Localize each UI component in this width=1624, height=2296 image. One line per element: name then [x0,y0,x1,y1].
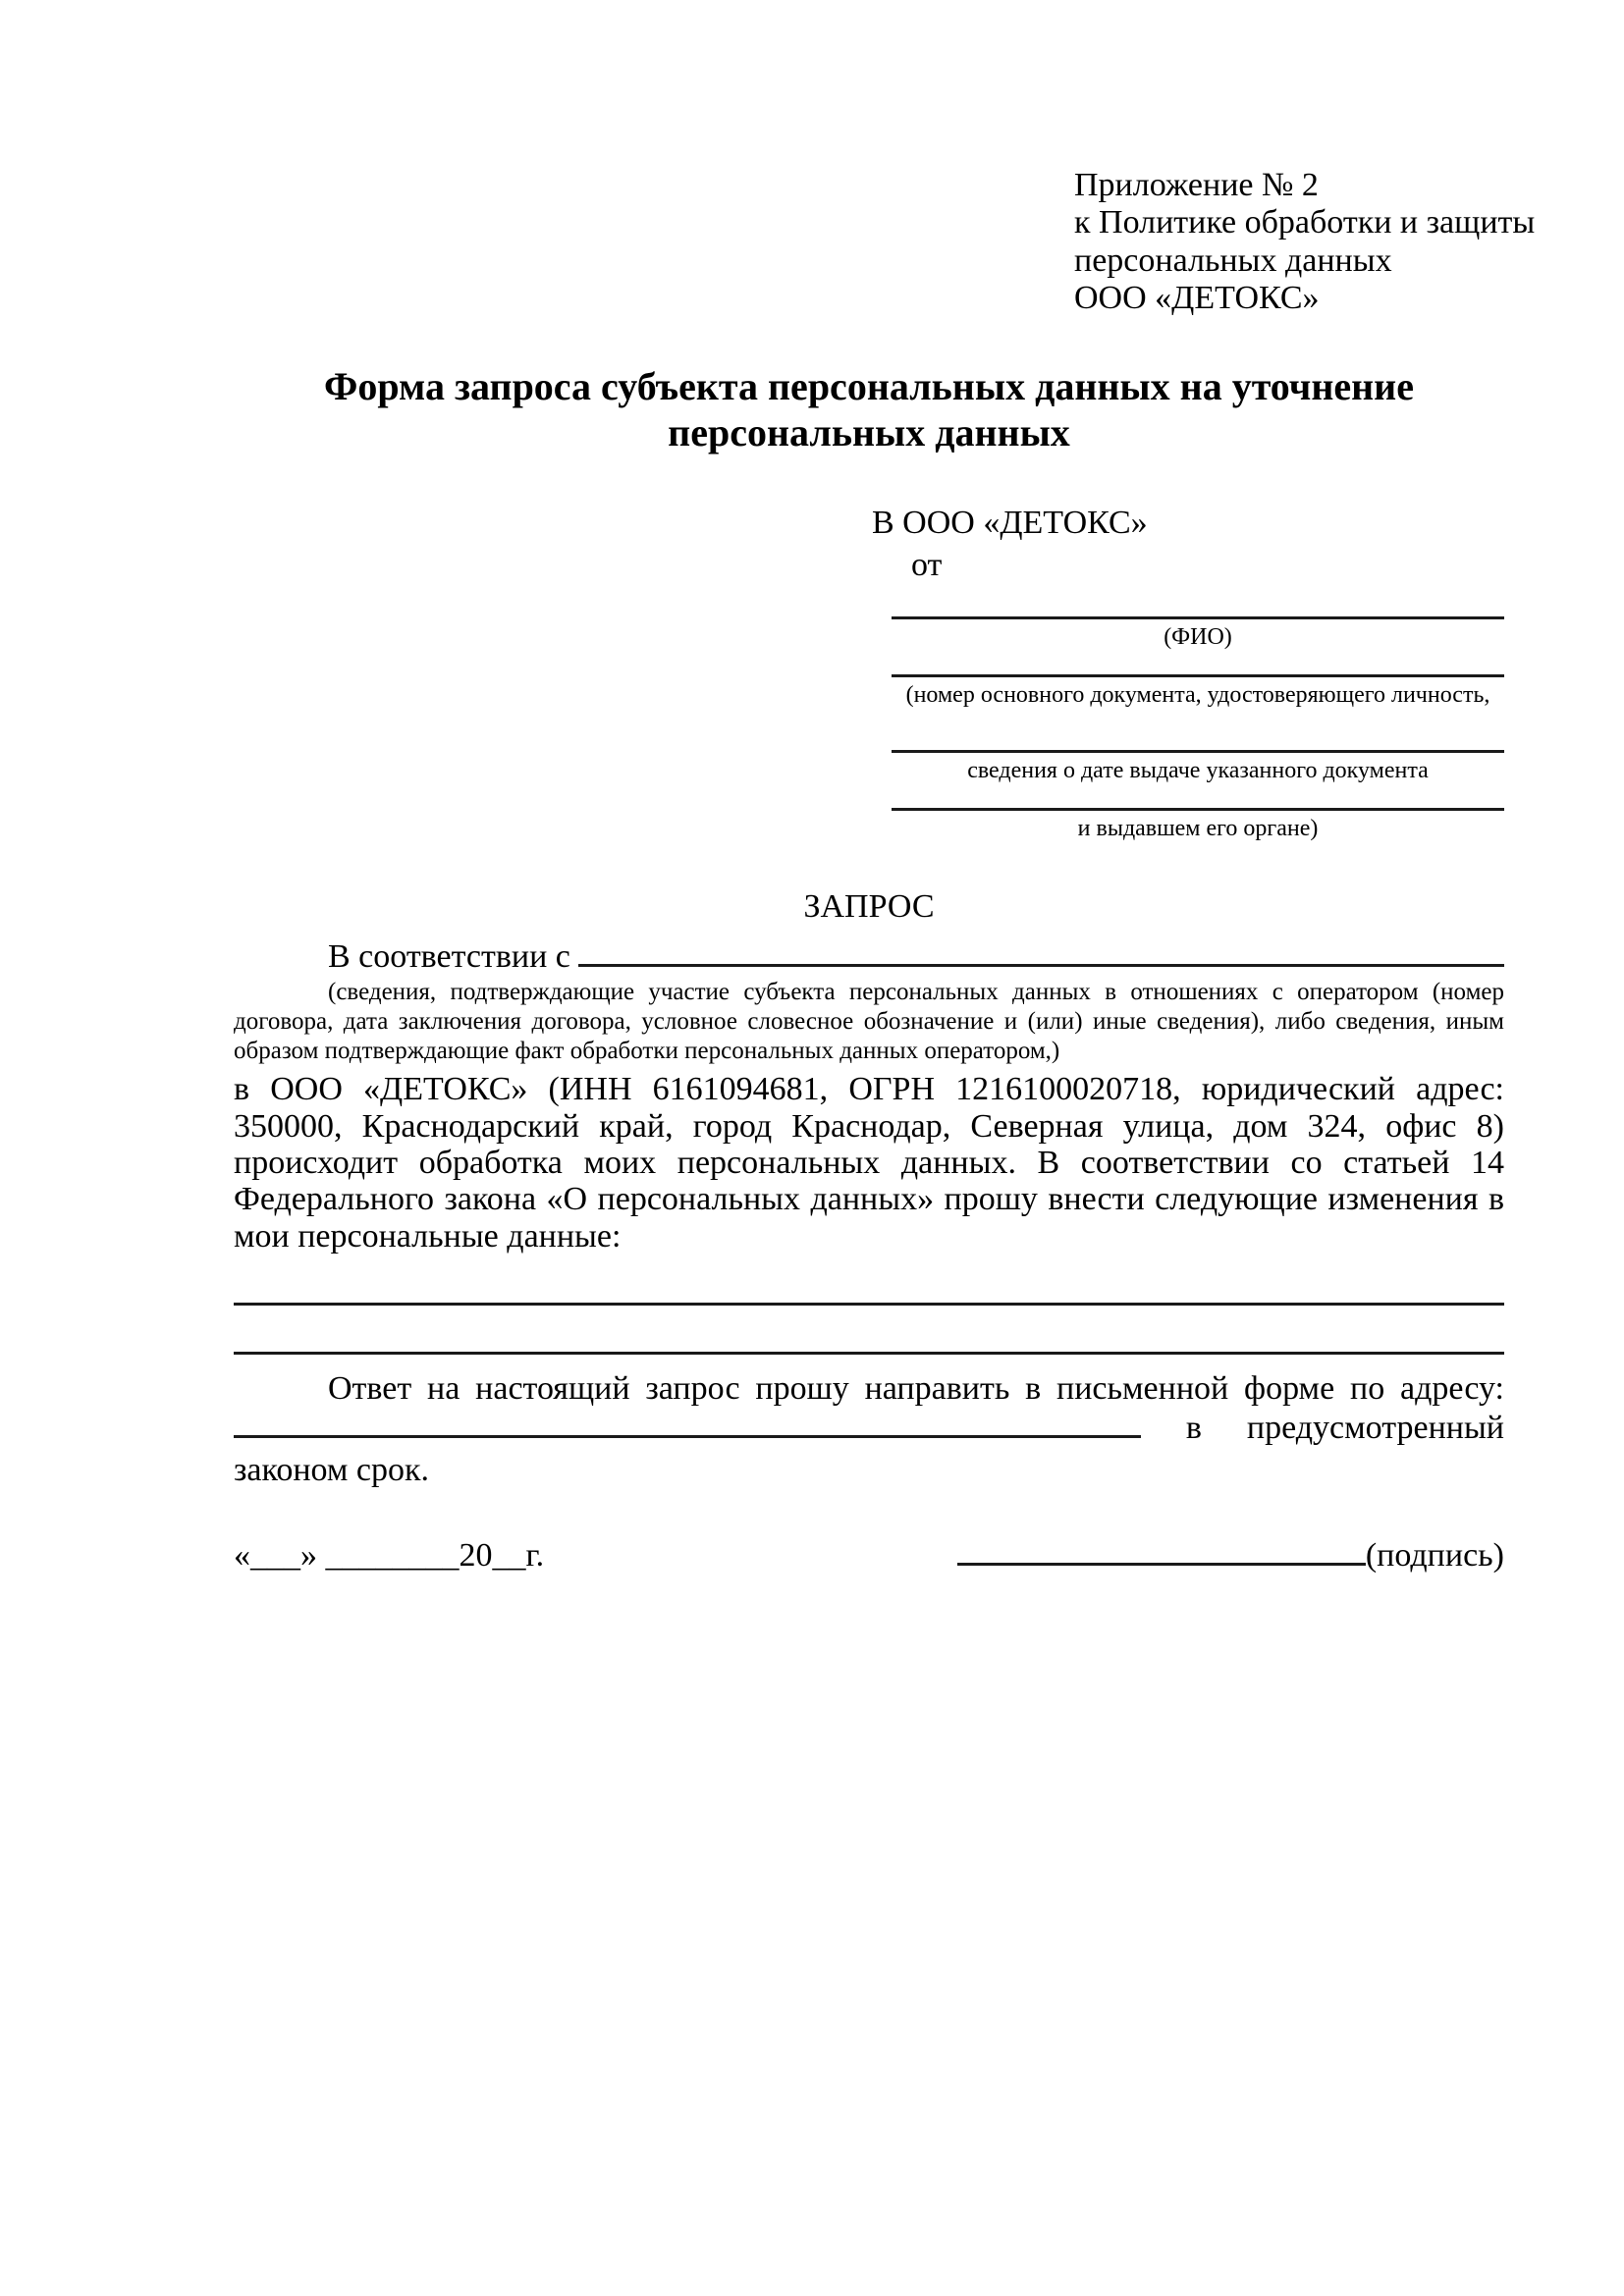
signature-row [234,1536,1504,1576]
addressee-to: В ООО «ДЕТОКС» [872,505,1148,541]
intro-line [234,937,1504,976]
intro-blank-line [578,937,1504,967]
address-blank-line [234,1409,1141,1438]
reply-paragraph-line-3: законом срок. [234,1451,429,1488]
request-body: в ООО «ДЕТОКС» (ИНН 6161094681, ОГРН 1216100020718, юридический адрес: 350000, Краснодарский край, город Краснодар, Северная улица, дом 324, офис 8) происходит обработка моих персональных данных. В соответствии со статьей 14 Федерального закона «О персональных данных» прошу внести следующие изменения в мои персональные данные: [234,1071,1504,1255]
intro-footnote: (сведения, подтверждающие участие субъекта персональных данных в отношениях с оператором (номер договора, дата заключения договора, условное словесное обозначение и (или) иные сведения), либо сведения, иным образом подтверждающие факт обработки персональных данных оператором,) [234,979,1504,1065]
issue-date-caption: сведения о дате выдаче указанного документа [967,758,1429,784]
appendix-note [1074,167,1536,318]
reply-paragraph-line-1: Ответ на настоящий запрос прошу направить в письменной форме по адресу: [328,1370,1504,1408]
changes-blank-line-2 [234,1306,1504,1355]
issuing-authority-blank-line [892,785,1504,811]
issue-date-blank-line [892,710,1504,753]
appendix-line-2: к Политике обработки и защиты [1074,204,1536,241]
appendix-line-3: персональных данных [1074,241,1392,279]
document-title: Форма запроса субъекта персональных данных на уточнение персональных данных [324,363,1414,454]
signature-group [957,1536,1504,1576]
intro-prefix: В соответствии с [328,938,570,976]
signature-caption: (подпись) [1365,1537,1504,1575]
reply-word-stipulated: предусмотренный [1246,1410,1504,1447]
signature-blank-line [957,1536,1366,1566]
fio-caption: (ФИО) [1164,624,1232,651]
document-number-blank-line [892,652,1504,677]
reply-word-in: в [1185,1410,1202,1447]
appendix-line-4: ООО «ДЕТОКС» [1074,280,1320,317]
appendix-line-1: Приложение № 2 [1074,167,1319,203]
fio-blank-line [892,594,1504,619]
changes-blank-line-1 [234,1286,1504,1306]
request-heading: ЗАПРОС [803,888,935,926]
addressee-from-label: от [911,547,943,584]
reply-paragraph-line-2 [234,1408,1504,1450]
issuing-authority-caption: и выдавшем его органе) [1077,816,1319,842]
addressee-block [234,505,1504,843]
date-blank-text: «___» ________20__г. [234,1537,545,1575]
addressee-fields [892,594,1504,843]
document-number-caption: (номер основного документа, удостоверяющего личность, [905,682,1490,709]
